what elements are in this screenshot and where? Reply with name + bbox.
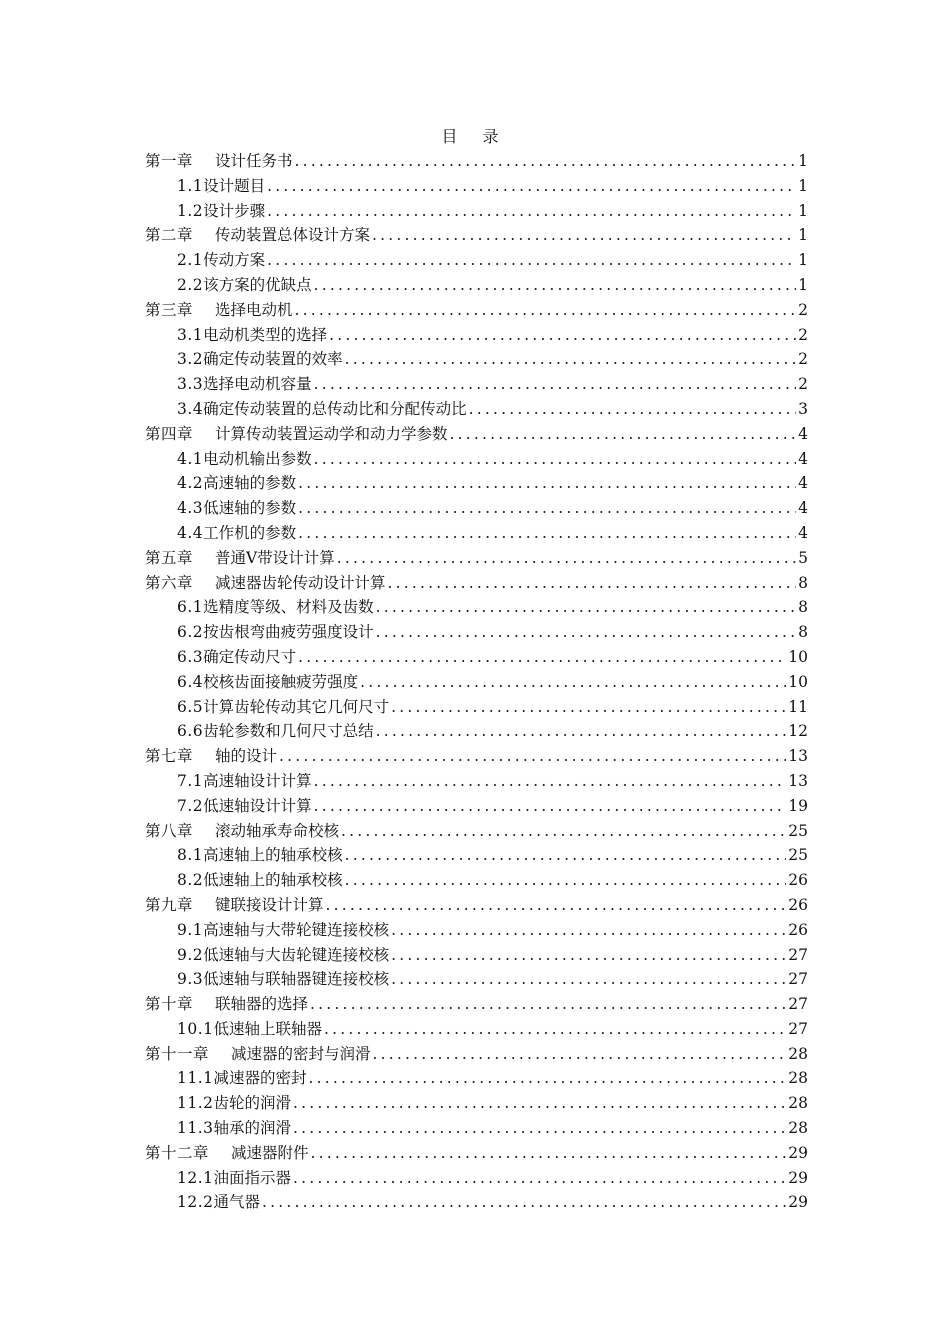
toc-page-number: 26 bbox=[788, 920, 808, 939]
toc-page-number: 28 bbox=[788, 1094, 808, 1113]
toc-section-entry[interactable] bbox=[145, 273, 808, 298]
toc-section-entry[interactable] bbox=[145, 347, 808, 372]
toc-page-number: 4 bbox=[798, 424, 808, 443]
toc-dot-leader bbox=[262, 1190, 786, 1215]
toc-dot-leader bbox=[345, 347, 796, 372]
toc-page-number: 1 bbox=[798, 201, 808, 220]
toc-entry-title: 减速器的密封与润滑 bbox=[231, 1044, 371, 1063]
toc-entry-text bbox=[177, 372, 312, 397]
toc-page-number: 1 bbox=[798, 152, 808, 170]
toc-page-number: 5 bbox=[798, 548, 808, 567]
toc-dot-leader bbox=[310, 992, 786, 1017]
toc-entry-title: 校核齿面接触疲劳强度 bbox=[203, 672, 359, 691]
toc-dot-leader bbox=[298, 471, 796, 496]
toc-dot-leader bbox=[450, 422, 796, 447]
toc-dot-leader bbox=[314, 794, 787, 819]
toc-dot-leader bbox=[337, 546, 796, 571]
toc-entry-number: 4.1 bbox=[177, 449, 204, 468]
toc-section-entry[interactable] bbox=[145, 794, 808, 819]
toc-section-entry[interactable] bbox=[145, 1166, 808, 1191]
toc-chapter-entry[interactable] bbox=[145, 546, 808, 571]
toc-entry-number: 11.3 bbox=[177, 1119, 214, 1138]
toc-dot-leader bbox=[314, 273, 796, 298]
toc-chapter-entry[interactable] bbox=[145, 223, 808, 248]
toc-entry-number: 第六章 bbox=[145, 573, 194, 592]
toc-entry-number: 8.2 bbox=[177, 871, 204, 890]
toc-entry-title: 选择电动机 bbox=[215, 300, 293, 319]
toc-entry-text bbox=[145, 1141, 309, 1166]
toc-page-number: 13 bbox=[788, 747, 808, 766]
toc-entry-text bbox=[177, 794, 312, 819]
toc-entry-title: 低速轴上的轴承校核 bbox=[203, 871, 343, 890]
toc-section-entry[interactable] bbox=[145, 447, 808, 472]
toc-page-number: 27 bbox=[788, 945, 808, 964]
toc-entry-number: 8.1 bbox=[177, 846, 204, 865]
toc-entry-title: 齿轮的润滑 bbox=[213, 1094, 292, 1113]
toc-section-entry[interactable] bbox=[145, 174, 808, 199]
toc-entry-text bbox=[177, 248, 265, 273]
toc-page-number: 1 bbox=[798, 176, 808, 195]
toc-entry-text bbox=[177, 1116, 291, 1141]
toc-entry-number: 11.2 bbox=[177, 1094, 214, 1113]
toc-chapter-entry[interactable] bbox=[145, 992, 808, 1017]
toc-page-number: 1 bbox=[798, 251, 808, 270]
toc-dot-leader bbox=[373, 1042, 787, 1067]
toc-page-number: 2 bbox=[798, 300, 808, 319]
toc-section-entry[interactable] bbox=[145, 918, 808, 943]
toc-page-number: 12 bbox=[788, 722, 808, 741]
toc-entry-text bbox=[177, 199, 265, 224]
toc-page-number: 29 bbox=[788, 1168, 808, 1187]
toc-entry-number: 9.1 bbox=[177, 920, 204, 939]
toc-section-entry[interactable] bbox=[145, 695, 808, 720]
toc-dot-leader bbox=[311, 1141, 787, 1166]
toc-entry-title: 计算齿轮传动其它几何尺寸 bbox=[203, 697, 390, 716]
toc-entry-number: 4.3 bbox=[177, 499, 204, 518]
toc-entry-title: 普通V带设计计算 bbox=[215, 548, 335, 567]
toc-entry-title: 确定传动装置的效率 bbox=[203, 350, 343, 369]
toc-chapter-entry[interactable] bbox=[145, 1141, 808, 1166]
toc-page-number: 1 bbox=[798, 275, 808, 294]
toc-entry-title: 电动机类型的选择 bbox=[203, 325, 328, 344]
toc-entry-number: 6.6 bbox=[177, 722, 204, 741]
toc-entry-text bbox=[177, 273, 312, 298]
toc-entry-number: 第五章 bbox=[145, 548, 194, 567]
toc-entry-number: 第十一章 bbox=[145, 1044, 210, 1063]
toc-section-entry[interactable] bbox=[145, 719, 808, 744]
toc-dot-leader bbox=[469, 397, 796, 422]
toc-entry-number: 4.2 bbox=[177, 474, 204, 493]
toc-page-number: 25 bbox=[788, 846, 808, 865]
toc-entry-text bbox=[177, 943, 389, 968]
toc-entry-title: 高速轴与大带轮键连接校核 bbox=[203, 920, 390, 939]
toc-dot-leader bbox=[324, 1017, 786, 1042]
toc-entry-number: 6.3 bbox=[177, 647, 204, 666]
toc-chapter-entry[interactable] bbox=[145, 571, 808, 596]
toc-chapter-entry[interactable] bbox=[145, 819, 808, 844]
toc-dot-leader bbox=[376, 719, 787, 744]
toc-entry-number: 2.2 bbox=[177, 275, 204, 294]
toc-chapter-entry[interactable] bbox=[145, 149, 808, 174]
toc-entry-title: 油面指示器 bbox=[213, 1168, 292, 1187]
toc-entry-title: 传动方案 bbox=[203, 251, 266, 270]
toc-page-number: 10 bbox=[788, 647, 808, 666]
toc-entry-text bbox=[177, 595, 374, 620]
toc-dot-leader bbox=[267, 248, 796, 273]
toc-page-number: 10 bbox=[788, 672, 808, 691]
toc-entry-text bbox=[177, 769, 312, 794]
toc-entry-title: 按齿根弯曲疲劳强度设计 bbox=[203, 623, 374, 642]
toc-entry-number: 12.2 bbox=[177, 1193, 214, 1212]
toc-entry-title: 低速轴设计计算 bbox=[203, 796, 312, 815]
toc-entry-title: 通气器 bbox=[213, 1193, 261, 1212]
toc-section-entry[interactable] bbox=[145, 1116, 808, 1141]
toc-page-number: 28 bbox=[788, 1119, 808, 1138]
toc-entry-text bbox=[177, 1166, 291, 1191]
toc-entry-text bbox=[177, 347, 343, 372]
toc-dot-leader bbox=[345, 843, 787, 868]
toc-section-entry[interactable] bbox=[145, 943, 808, 968]
toc-entry-number: 3.4 bbox=[177, 399, 204, 418]
toc-dot-leader bbox=[314, 769, 787, 794]
toc-entry-text bbox=[177, 1017, 322, 1042]
toc-entry-text bbox=[177, 521, 296, 546]
toc-entry-text bbox=[145, 223, 370, 248]
toc-entry-text bbox=[177, 1190, 260, 1215]
toc-entry-title: 键联接设计计算 bbox=[215, 895, 324, 914]
toc-section-entry[interactable] bbox=[145, 323, 808, 348]
toc-page-number: 27 bbox=[788, 1019, 808, 1038]
toc-chapter-entry[interactable] bbox=[145, 893, 808, 918]
toc-entry-title: 确定传动尺寸 bbox=[203, 647, 297, 666]
toc-page-number: 2 bbox=[798, 375, 808, 394]
toc-entry-title: 联轴器的选择 bbox=[215, 995, 309, 1014]
toc-entry-number: 7.2 bbox=[177, 796, 204, 815]
toc-page-number: 13 bbox=[788, 771, 808, 790]
toc-entry-title: 轴承的润滑 bbox=[213, 1119, 292, 1138]
toc-entry-number: 第十二章 bbox=[145, 1143, 210, 1162]
toc-section-entry[interactable] bbox=[145, 199, 808, 224]
toc-section-entry[interactable] bbox=[145, 645, 808, 670]
toc-entry-title: 选择电动机容量 bbox=[203, 375, 312, 394]
toc-dot-leader bbox=[376, 595, 796, 620]
toc-entry-title: 低速轴与联轴器键连接校核 bbox=[203, 970, 390, 989]
toc-entry-number: 11.1 bbox=[177, 1069, 214, 1088]
toc-section-entry[interactable] bbox=[145, 248, 808, 273]
toc-entry-text bbox=[177, 496, 296, 521]
toc-entry-title: 该方案的优缺点 bbox=[203, 275, 312, 294]
toc-page-number: 27 bbox=[788, 995, 808, 1014]
toc-dot-leader bbox=[295, 298, 796, 323]
toc-title: 目 录 bbox=[441, 127, 509, 146]
toc-entry-text bbox=[145, 149, 293, 174]
toc-section-entry[interactable] bbox=[145, 843, 808, 868]
toc-entry-number: 12.1 bbox=[177, 1168, 214, 1187]
toc-page-number: 26 bbox=[788, 895, 808, 914]
toc-dot-leader bbox=[388, 571, 796, 596]
toc-dot-leader bbox=[391, 918, 786, 943]
toc-entry-number: 1.1 bbox=[177, 176, 204, 195]
toc-entry-number: 2.1 bbox=[177, 251, 204, 270]
toc-entry-text bbox=[145, 893, 324, 918]
toc-page-number: 29 bbox=[788, 1143, 808, 1162]
toc-section-entry[interactable] bbox=[145, 1091, 808, 1116]
toc-dot-leader bbox=[391, 695, 786, 720]
toc-entry-number: 6.1 bbox=[177, 598, 204, 617]
toc-entry-title: 传动装置总体设计方案 bbox=[215, 226, 371, 245]
toc-dot-leader bbox=[267, 199, 796, 224]
toc-page-number: 1 bbox=[798, 226, 808, 245]
toc-section-entry[interactable] bbox=[145, 868, 808, 893]
toc-dot-leader bbox=[293, 1116, 786, 1141]
toc-page-number: 8 bbox=[798, 573, 808, 592]
toc-entry-title: 低速轴上联轴器 bbox=[213, 1019, 323, 1038]
toc-page-number: 27 bbox=[788, 970, 808, 989]
toc-dot-leader bbox=[360, 670, 786, 695]
toc-entry-text bbox=[177, 670, 358, 695]
toc-entry-number: 第八章 bbox=[145, 821, 194, 840]
toc-entry-text bbox=[177, 397, 467, 422]
toc-entry-title: 减速器齿轮传动设计计算 bbox=[215, 573, 386, 592]
toc-dot-leader bbox=[326, 893, 787, 918]
toc-page-number: 25 bbox=[788, 821, 808, 840]
toc-dot-leader bbox=[279, 744, 786, 769]
toc-entry-number: 9.3 bbox=[177, 970, 204, 989]
toc-entry-text bbox=[177, 620, 374, 645]
toc-entry-title: 低速轴的参数 bbox=[203, 499, 297, 518]
toc-section-entry[interactable] bbox=[145, 620, 808, 645]
toc-dot-leader bbox=[314, 447, 796, 472]
toc-entry-text bbox=[177, 719, 374, 744]
toc-section-entry[interactable] bbox=[145, 372, 808, 397]
toc-section-entry[interactable] bbox=[145, 967, 808, 992]
toc-entry-number: 4.4 bbox=[177, 523, 204, 542]
toc-entry-number: 7.1 bbox=[177, 771, 204, 790]
toc-section-entry[interactable] bbox=[145, 670, 808, 695]
toc-page-number: 8 bbox=[798, 623, 808, 642]
toc-section-entry[interactable] bbox=[145, 471, 808, 496]
toc-entry-number: 3.2 bbox=[177, 350, 204, 369]
table-of-contents bbox=[145, 149, 808, 1215]
toc-entry-number: 10.1 bbox=[177, 1019, 214, 1038]
toc-page-number: 3 bbox=[798, 399, 808, 418]
toc-entry-text bbox=[145, 422, 448, 447]
toc-entry-text bbox=[145, 744, 277, 769]
toc-entry-title: 高速轴设计计算 bbox=[203, 771, 312, 790]
toc-section-entry[interactable] bbox=[145, 769, 808, 794]
toc-page-number: 2 bbox=[798, 350, 808, 369]
toc-entry-number: 第十章 bbox=[145, 995, 194, 1014]
toc-entry-text bbox=[145, 1042, 371, 1067]
toc-page-number: 2 bbox=[798, 325, 808, 344]
toc-entry-text bbox=[145, 546, 335, 571]
toc-page-number: 29 bbox=[788, 1193, 808, 1212]
toc-entry-number: 1.2 bbox=[177, 201, 204, 220]
toc-dot-leader bbox=[391, 943, 786, 968]
toc-section-entry[interactable] bbox=[145, 1017, 808, 1042]
toc-entry-text bbox=[145, 992, 308, 1017]
toc-entry-text bbox=[145, 819, 339, 844]
toc-entry-text bbox=[177, 918, 389, 943]
toc-entry-number: 6.2 bbox=[177, 623, 204, 642]
toc-entry-text bbox=[177, 174, 265, 199]
toc-entry-text bbox=[177, 471, 296, 496]
toc-chapter-entry[interactable] bbox=[145, 1042, 808, 1067]
toc-entry-number: 第七章 bbox=[145, 747, 194, 766]
toc-entry-number: 6.5 bbox=[177, 697, 204, 716]
toc-dot-leader bbox=[372, 223, 796, 248]
toc-dot-leader bbox=[298, 521, 796, 546]
toc-chapter-entry[interactable] bbox=[145, 298, 808, 323]
toc-dot-leader bbox=[341, 819, 786, 844]
toc-dot-leader bbox=[295, 149, 796, 174]
toc-section-entry[interactable] bbox=[145, 521, 808, 546]
toc-entry-number: 第四章 bbox=[145, 424, 194, 443]
toc-entry-number: 6.4 bbox=[177, 672, 204, 691]
toc-page-number: 19 bbox=[788, 796, 808, 815]
toc-entry-text bbox=[145, 298, 293, 323]
toc-entry-text bbox=[177, 447, 312, 472]
toc-entry-text bbox=[177, 967, 389, 992]
toc-dot-leader bbox=[298, 496, 796, 521]
toc-entry-title: 计算传动装置运动学和动力学参数 bbox=[215, 424, 448, 443]
toc-entry-number: 3.1 bbox=[177, 325, 204, 344]
toc-entry-title: 设计题目 bbox=[203, 176, 266, 195]
toc-entry-number: 第二章 bbox=[145, 226, 194, 245]
toc-entry-number: 3.3 bbox=[177, 375, 204, 394]
toc-entry-number: 第一章 bbox=[145, 152, 194, 170]
toc-chapter-entry[interactable] bbox=[145, 744, 808, 769]
toc-dot-leader bbox=[329, 323, 796, 348]
toc-entry-title: 高速轴上的轴承校核 bbox=[203, 846, 343, 865]
toc-entry-title: 齿轮参数和几何尺寸总结 bbox=[203, 722, 374, 741]
toc-dot-leader bbox=[376, 620, 796, 645]
toc-dot-leader bbox=[298, 645, 786, 670]
toc-section-entry[interactable] bbox=[145, 1190, 808, 1215]
toc-entry-title: 电动机输出参数 bbox=[203, 449, 312, 468]
toc-page-number: 4 bbox=[798, 523, 808, 542]
toc-entry-title: 减速器附件 bbox=[231, 1143, 309, 1162]
toc-entry-title: 轴的设计 bbox=[215, 747, 278, 766]
toc-section-entry[interactable] bbox=[145, 595, 808, 620]
toc-dot-leader bbox=[314, 372, 796, 397]
toc-entry-title: 滚动轴承寿命校核 bbox=[215, 821, 340, 840]
toc-dot-leader bbox=[345, 868, 787, 893]
toc-page-number: 11 bbox=[788, 697, 808, 716]
toc-entry-title: 选精度等级、材料及齿数 bbox=[203, 598, 374, 617]
toc-dot-leader bbox=[267, 174, 796, 199]
toc-entry-title: 低速轴与大齿轮键连接校核 bbox=[203, 945, 390, 964]
toc-page-number: 28 bbox=[788, 1069, 808, 1088]
toc-entry-title: 高速轴的参数 bbox=[203, 474, 297, 493]
toc-entry-title: 工作机的参数 bbox=[203, 523, 297, 542]
toc-entry-title: 确定传动装置的总传动比和分配传动比 bbox=[203, 399, 467, 418]
toc-entry-text bbox=[177, 1066, 307, 1091]
toc-section-entry[interactable] bbox=[145, 1066, 808, 1091]
toc-page-number: 4 bbox=[798, 499, 808, 518]
toc-entry-text bbox=[177, 695, 389, 720]
toc-entry-text bbox=[145, 571, 386, 596]
toc-chapter-entry[interactable] bbox=[145, 422, 808, 447]
toc-section-entry[interactable] bbox=[145, 397, 808, 422]
toc-section-entry[interactable] bbox=[145, 496, 808, 521]
toc-entry-text bbox=[177, 1091, 291, 1116]
toc-page-number: 4 bbox=[798, 474, 808, 493]
toc-dot-leader bbox=[293, 1166, 786, 1191]
toc-entry-text bbox=[177, 868, 343, 893]
toc-entry-number: 第三章 bbox=[145, 300, 194, 319]
toc-entry-title: 设计任务书 bbox=[215, 152, 293, 170]
toc-entry-text bbox=[177, 323, 327, 348]
toc-dot-leader bbox=[309, 1066, 787, 1091]
toc-entry-text bbox=[177, 843, 343, 868]
toc-dot-leader bbox=[391, 967, 786, 992]
toc-entry-title: 设计步骤 bbox=[203, 201, 266, 220]
toc-page-number: 28 bbox=[788, 1044, 808, 1063]
toc-dot-leader bbox=[293, 1091, 786, 1116]
toc-entry-text bbox=[177, 645, 296, 670]
toc-page-number: 4 bbox=[798, 449, 808, 468]
toc-entry-number: 9.2 bbox=[177, 945, 204, 964]
toc-page-number: 26 bbox=[788, 871, 808, 890]
toc-entry-title: 减速器的密封 bbox=[213, 1069, 307, 1088]
toc-entry-number: 第九章 bbox=[145, 895, 194, 914]
toc-page-number: 8 bbox=[798, 598, 808, 617]
